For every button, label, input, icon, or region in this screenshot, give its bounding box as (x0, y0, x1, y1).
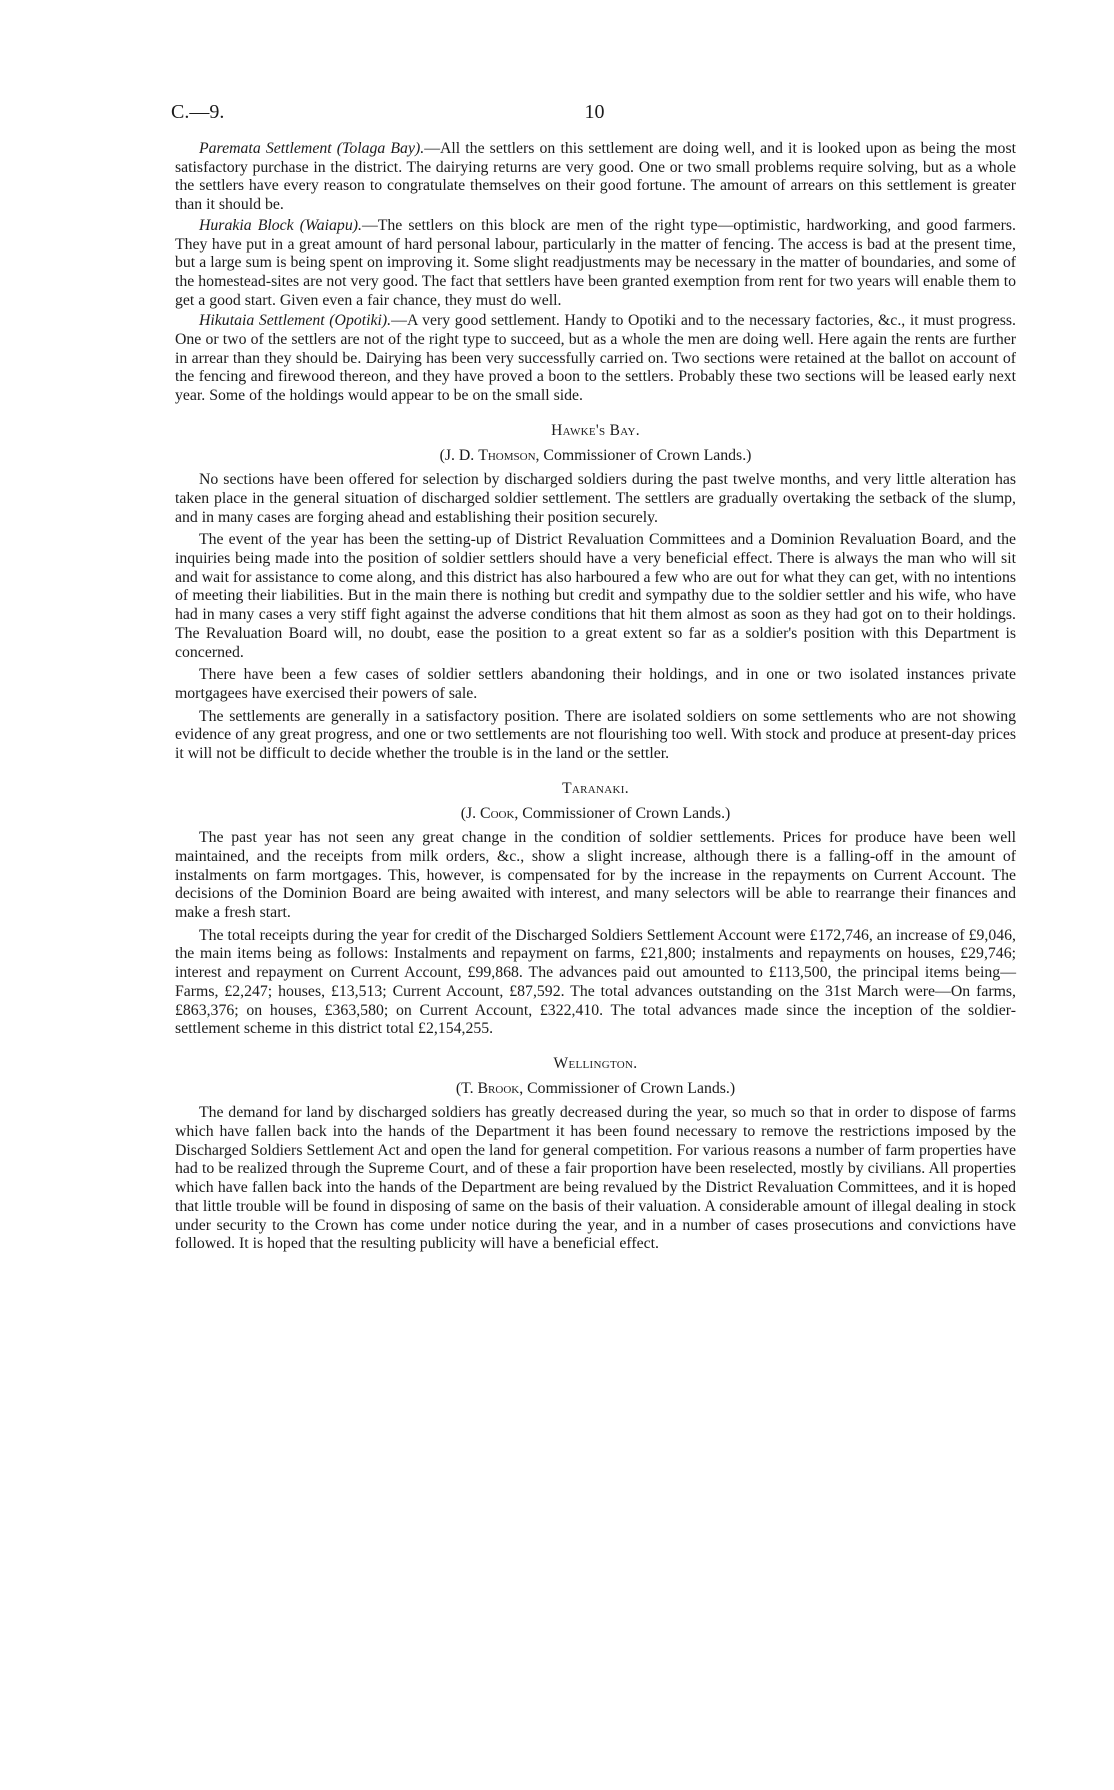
wellington-commissioner: (T. Brook, Commissioner of Crown Lands.) (455, 1079, 736, 1097)
paremata-paragraph (175, 140, 1016, 215)
hurakia-text: —The settlers on this block are men of the right type—optimistic, hardworking, and good farmers. They have put in a great amount of hard personal labour, particularly in the matter of fencing. The access is bad at the present time, but a large sum is being spent on improving it. Some slight readjustments may be necessary in the matter of boundaries, and some of the homestead-sites are not very good. The fact that settlers have been granted exemption from rent for two years will enable them to get a good start. Given even a fair chance, they must do well. (175, 216, 1016, 309)
paremata-title: Paremata Settlement (Tolaga Bay). (199, 140, 425, 157)
page-header (171, 101, 1018, 131)
hikutaia-title: Hikutaia Settlement (Opotiki). (199, 312, 392, 330)
page-number: 10 (584, 101, 605, 123)
hikutaia-paragraph (175, 312, 1016, 406)
taranaki-paragraph-2: The total receipts during the year for credit of the Discharged Soldiers Settlement Account were £172,746, an increase of £9,046, the main items being as follows: Instalments and repayment on farms, £21,800; instalments and repayments on houses, £29,746; interest and repayment on Current Account, £99,868. The advances paid out amounted to £113,500, the principal items being—Farms, £2,247; houses, £13,513; Current Account, £87,592. The total advances outstanding on the 31st March were—On farms, £863,376; on houses, £363,580; on Current Account, £322,410. The total advances made since the inception of the soldier-settlement scheme in this district total £2,154,255. (175, 926, 1016, 1038)
hawkes-bay-paragraph-1: No sections have been offered for selection by discharged soldiers during the past twelve months, and very little alteration has taken place in the general situation of discharged soldier settlement. The settlers are gradually overtaking the setback of the slump, and in many cases are forging ahead and establishing their position securely. (175, 471, 1016, 526)
paremata-text: —All the settlers on this settlement are doing well, and it is looked upon as being the most satisfactory purchase in the district. The dairying returns are very good. One or two small problems require solving, but as a whole the settlers have every reason to congratulate themselves on their good fortune. The amount of arrears on this settlement is greater than it should be. (175, 140, 1016, 214)
wellington-paragraph-1: The demand for land by discharged soldiers has greatly decreased during the year, so much so that in order to dispose of farms which have fallen back into the hands of the Department it has been found necessary to remove the restrictions imposed by the Discharged Soldiers Settlement Act and open the land for general competition. For various reasons a number of farm properties have had to be realized through the Supreme Court, and of these a fair proportion have been reselected, mostly by civilians. All properties which have fallen back into the hands of the Department are being revalued by the District Revaluation Committees, and it is hoped that little trouble will be found in disposing of same on the basis of their valuation. A considerable amount of illegal dealing in stock under security to the Crown has come under notice during the year, and in a number of cases prosecutions and convictions have followed. It is hoped that the resulting publicity will have a beneficial effect. (175, 1104, 1016, 1253)
wellington-heading: Wellington. (553, 1054, 638, 1072)
hurakia-title: Hurakia Block (Waiapu). (199, 216, 362, 234)
taranaki-commissioner: (J. Cook, Commissioner of Crown Lands.) (460, 804, 731, 822)
taranaki-heading: Taranaki. (562, 779, 629, 797)
document-reference: C.—9. (171, 101, 225, 123)
page-body (175, 140, 1016, 1258)
hawkes-bay-paragraph-4: The settlements are generally in a satisfactory position. There are isolated soldiers on some settlements who are not showing evidence of any great progress, and one or two settlements are not flourishing too well. With stock and produce at present-day prices it will not be difficult to decide whether the trouble is in the land or the settler. (175, 707, 1016, 763)
hawkes-bay-heading: Hawke's Bay. (551, 421, 640, 439)
hawkes-bay-commissioner: (J. D. Thomson, Commissioner of Crown Lands.) (439, 446, 752, 464)
hawkes-bay-paragraph-3: There have been a few cases of soldier settlers abandoning their holdings, and in one or two isolated instances private mortgagees have exercised their powers of sale. (175, 666, 1016, 702)
taranaki-paragraph-1: The past year has not seen any great change in the condition of soldier settlements. Prices for produce have been well maintained, and the receipts from milk orders, &c., show a slight increase, although there is a falling-off in the amount of instalments on farm mortgages. This, however, is compensated for by the increase in the repayments on Current Account. The decisions of the Dominion Board are being awaited with interest, and many selectors will be able to rearrange their finances and make a fresh start. (175, 829, 1016, 922)
hawkes-bay-paragraph-2: The event of the year has been the setting-up of District Revaluation Committees and a Dominion Revaluation Board, and the inquiries being made into the position of soldier settlers should have a very beneficial effect. There is always the man who will sit and wait for assistance to come along, and this district has also harboured a few who are out for what they can get, with no intentions of meeting their liabilities. But in the main there is nothing but credit and sympathy due to the soldier settler and his wife, who have had in many cases a very stiff fight against the adverse conditions that hit them almost as soon as they had got on to their holdings. The Revaluation Board will, no doubt, ease the position to a great extent so far as a soldier's position with this Department is concerned. (175, 531, 1016, 661)
hurakia-paragraph (175, 217, 1016, 311)
hikutaia-text: —A very good settlement. Handy to Opotiki and to the necessary factories, &c., it must progress. One or two of the settlers are not of the right type to succeed, but as a whole the men are doing well. Here again the rents are further in arrear than they should be. Dairying has been very successfully carried on. Two sections were retained at the ballot on account of the fencing and firewood thereon, and they have proved a boon to the settlers. Probably these two sections will be leased early next year. Some of the holdings would appear to be on the small side. (175, 312, 1016, 405)
